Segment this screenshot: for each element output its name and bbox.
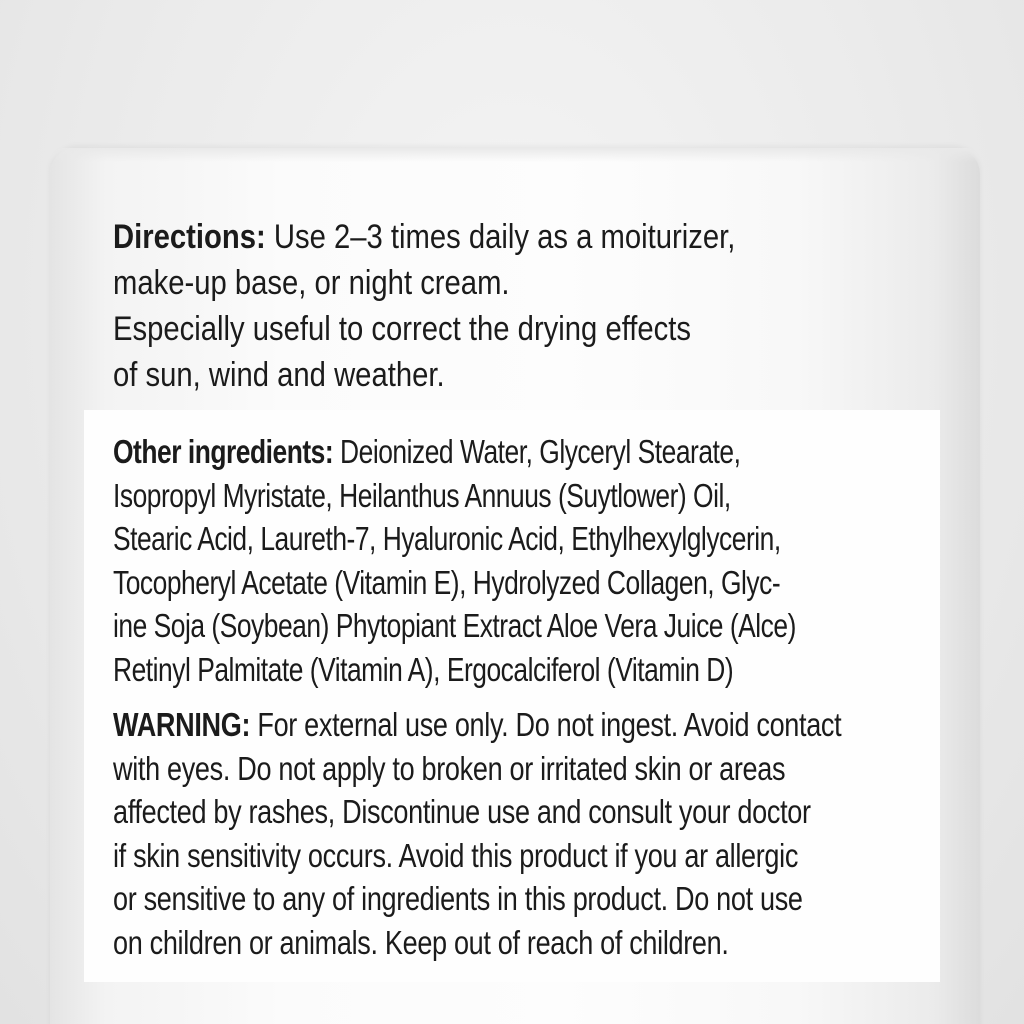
ingredients-line: Stearic Acid, Laureth-7, Hyaluronic Acid, Ethylhexylglycerin,: [113, 520, 781, 557]
warning-section: [113, 703, 841, 964]
warning-line: or sensitive to any of ingredients in this product. Do not use: [113, 880, 803, 917]
ingredients-section: [113, 430, 796, 691]
warning-text: For external use only. Do not ingest. Avoid contact: [257, 706, 842, 743]
warning-line: affected by rashes, Discontinue use and consult your doctor: [113, 793, 811, 830]
ingredients-line: Isopropyl Myristate, Heilanthus Annuus (Suytlower) Oil,: [113, 476, 731, 514]
jar-rim: [50, 148, 980, 162]
warning-heading: WARNING:: [113, 706, 251, 743]
directions-section: [113, 214, 735, 398]
ingredients-heading: Other ingredients:: [113, 433, 334, 470]
warning-line: [113, 703, 841, 747]
directions-line: [113, 214, 735, 260]
directions-line: of sun, wind and weather.: [113, 356, 445, 394]
warning-line: with eyes. Do not apply to broken or irritated skin or areas: [113, 749, 786, 787]
directions-text: Use 2–3 times daily as a moiturizer,: [273, 218, 736, 256]
ingredients-line: [113, 430, 796, 474]
directions-line: Especially useful to correct the drying effects: [113, 310, 692, 348]
ingredients-text: Deionized Water, Glyceryl Stearate,: [340, 433, 741, 470]
warning-line: if skin sensitivity occurs. Avoid this product if you ar allergic: [113, 836, 799, 874]
directions-line: make-up base, or night cream.: [113, 264, 510, 302]
warning-line: on children or animals. Keep out of reach of children.: [113, 923, 729, 961]
directions-heading: Directions:: [113, 218, 266, 256]
ingredients-line: ine Soja (Soybean) Phytopiant Extract Aloe Vera Juice (Alce): [113, 607, 796, 644]
ingredients-line: Retinyl Palmitate (Vitamin A), Ergocalciferol (Vitamin D): [113, 650, 734, 688]
ingredients-line: Tocopheryl Acetate (Vitamin E), Hydrolyzed Collagen, Glyc-: [113, 563, 781, 601]
